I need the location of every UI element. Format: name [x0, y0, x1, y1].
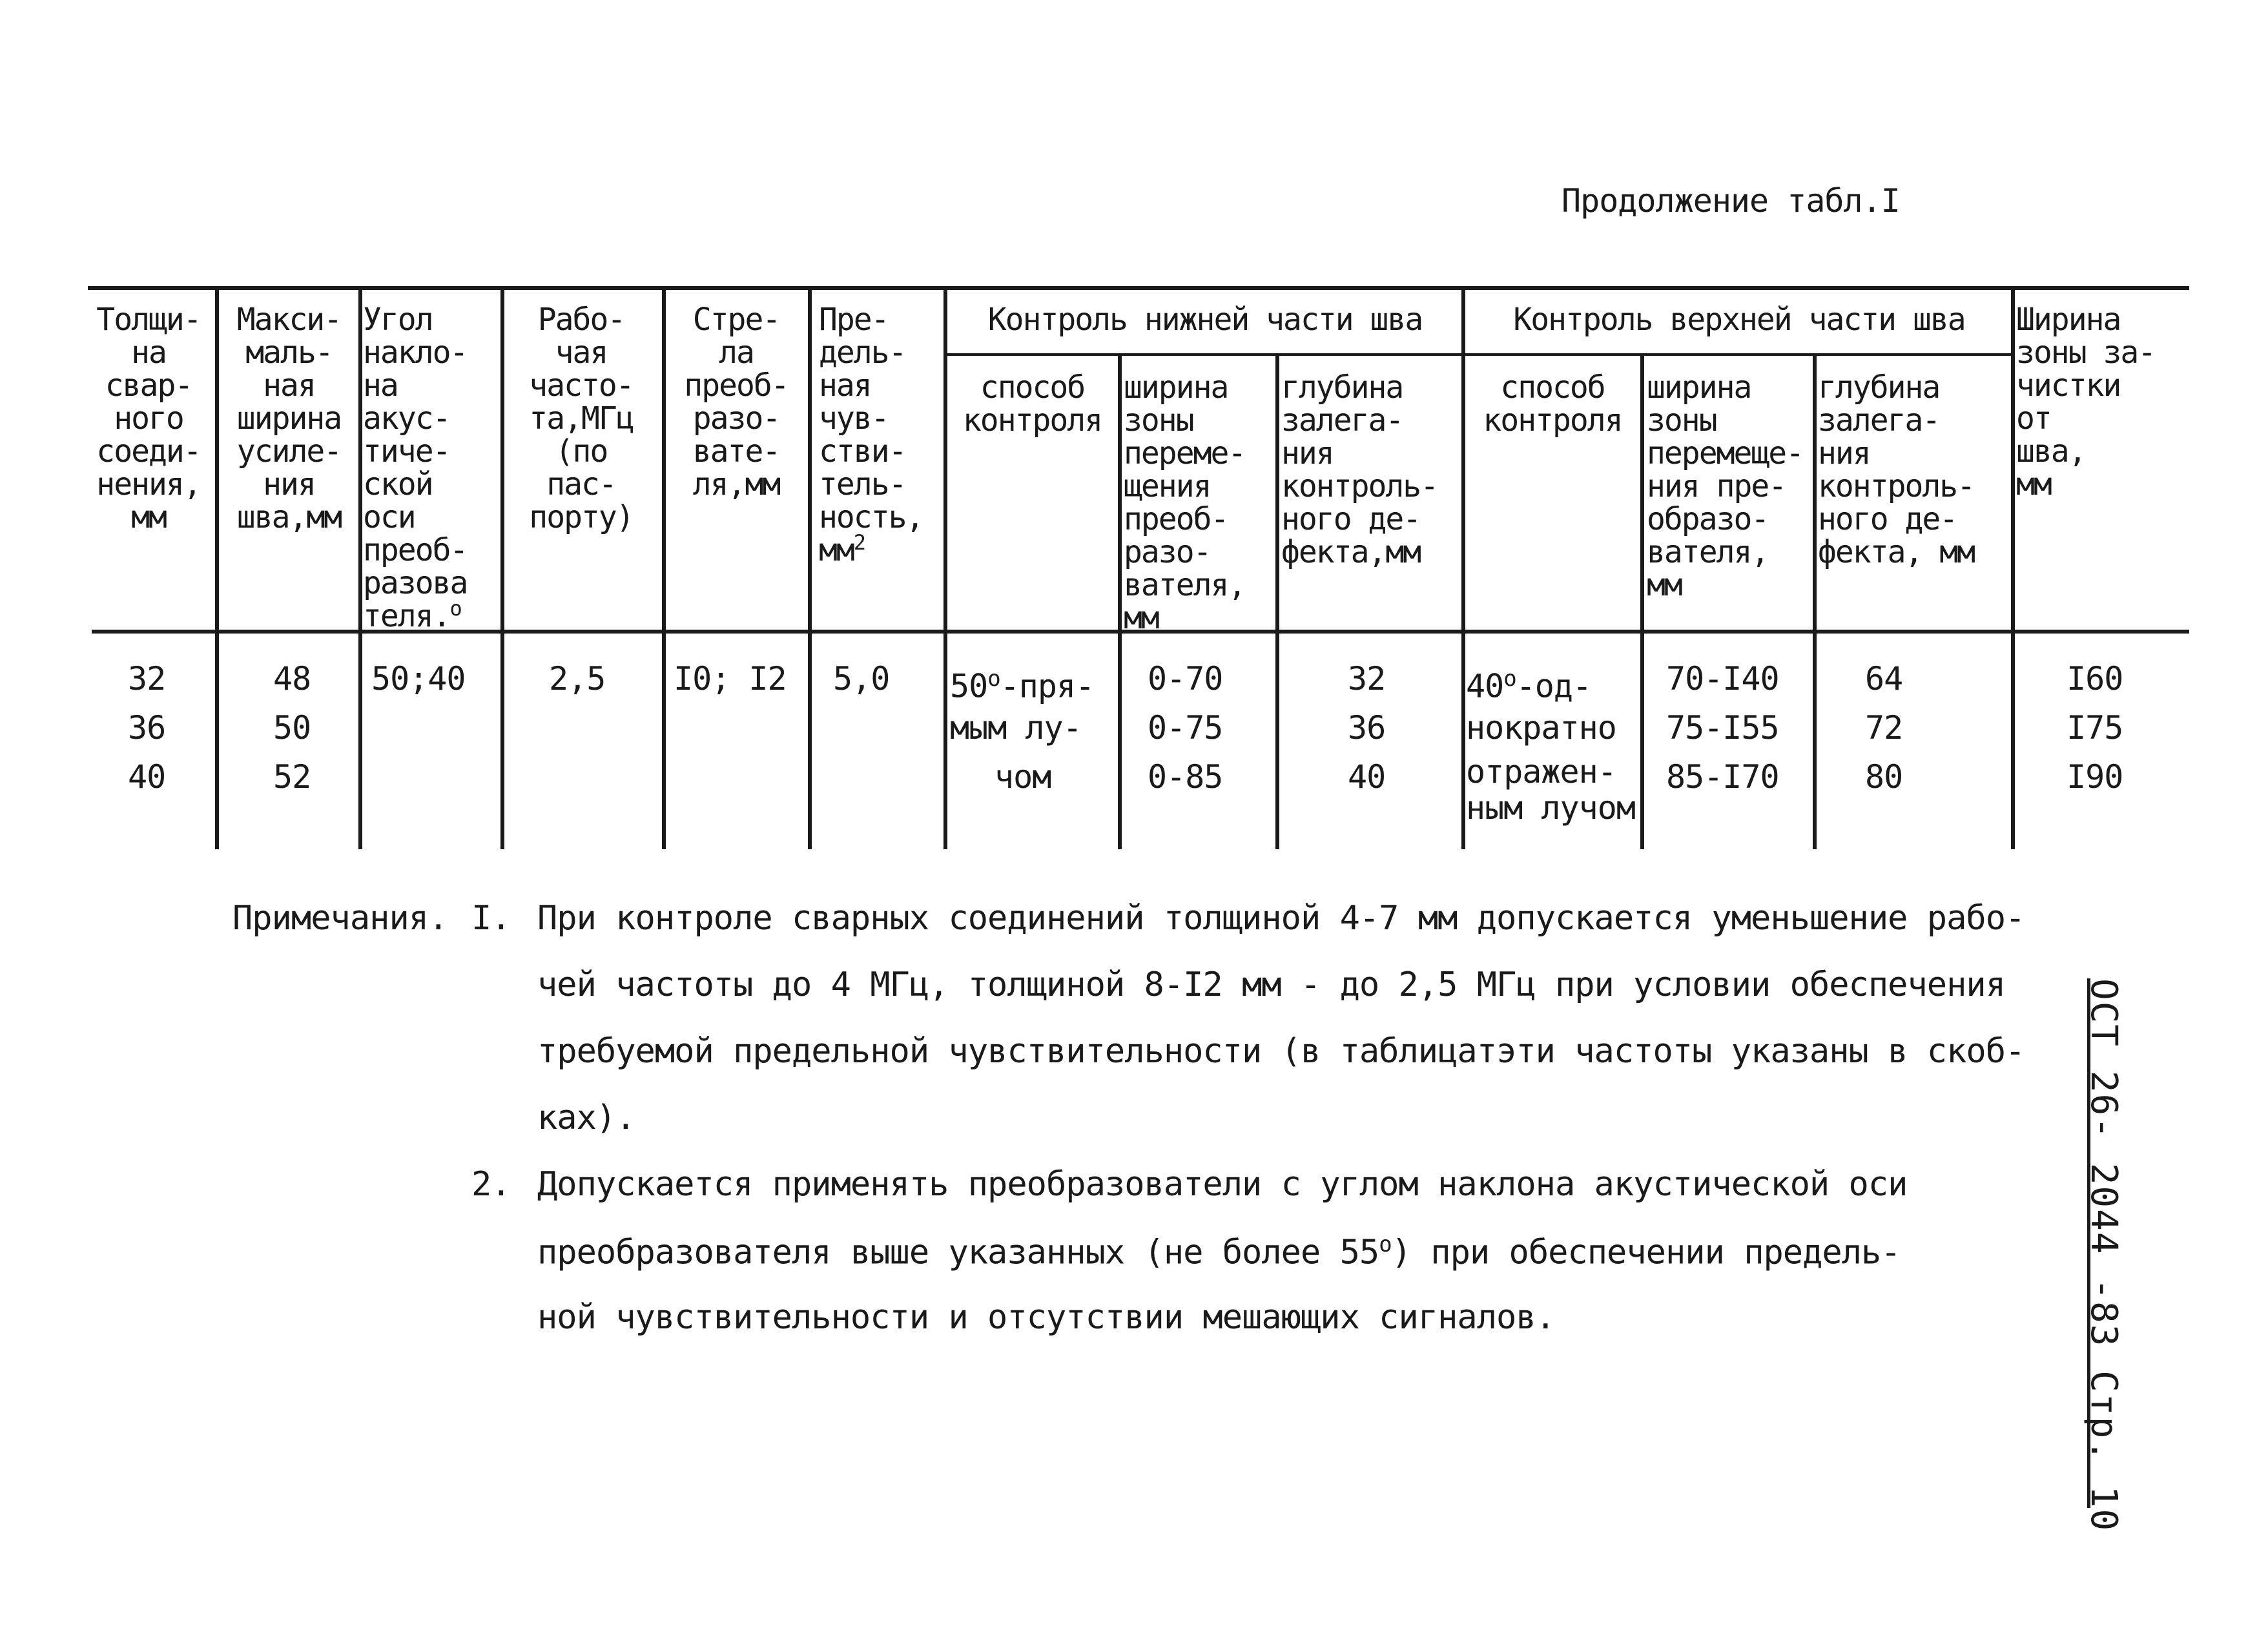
header-lower-method: способ контроля [962, 369, 1102, 438]
cell-thickness-3: 40 [128, 758, 166, 796]
header-thickness: Толщи- на свар- ного соеди- нения, мм [96, 302, 201, 535]
side-stamp-text: ОСТ 26- 2044 -83 Стр. 10 [2083, 978, 2125, 1532]
table-continuation-caption: Продолжение табл.I [1562, 182, 1900, 220]
note-2-line-2: преобразователя выше указанных (не более $55^о$) при обеспечении предель- [537, 1232, 1901, 1272]
cell-lower-zone-3: 0-85 [1148, 758, 1223, 796]
cell-upper-zone-1: 70-I40 [1666, 660, 1779, 697]
cell-lower-zone-2: 0-75 [1148, 709, 1223, 747]
cell-lower-depth-1: 32 [1348, 660, 1386, 697]
cell-upper-method-4: ным лучом [1466, 789, 1635, 827]
cell-angle: 50;40 [371, 660, 466, 697]
header-frequency: Рабо- чая часто- та,МГц (по пас- порту) [529, 302, 634, 535]
col-rule-2 [358, 286, 362, 849]
cell-lower-zone-1: 0-70 [1148, 660, 1223, 697]
cell-upper-method-3: отражен- [1466, 753, 1616, 790]
cell-frequency: 2,5 [549, 660, 606, 697]
cell-lower-depth-2: 36 [1348, 709, 1386, 747]
col-rule-5 [808, 286, 812, 849]
col-rule-7 [1118, 356, 1122, 849]
cell-upper-zone-3: 85-I70 [1666, 758, 1779, 796]
col-rule-8 [1275, 356, 1279, 849]
cell-thickness-1: 32 [128, 660, 166, 697]
cell-lower-method-3: чом [995, 758, 1051, 796]
cell-upper-method-2: нократно [1466, 709, 1616, 747]
cell-upper-zone-2: 75-I55 [1666, 709, 1779, 747]
cell-lower-method-1: $50^о-пря-$ [950, 666, 1095, 705]
header-lower-group: Контроль нижней части шва [987, 302, 1423, 338]
note-1-line-1: При контроле сварных соединений толщиной 4-7 мм допускается уменьшение рабо- [537, 899, 2025, 938]
header-clean-width: Ширина зоны за- чистки от шва, мм [2016, 302, 2156, 502]
header-upper-method: способ контроля [1483, 369, 1622, 438]
cell-upper-method-1: $40^о-од-$ [1466, 666, 1592, 705]
cell-clean-width-3: I90 [2067, 758, 2123, 796]
header-max-width: Макси- маль- ная ширина усиле- ния шва,мм [236, 302, 342, 535]
cell-clean-width-2: I75 [2067, 709, 2123, 747]
header-upper-group: Контроль верхней части шва [1513, 302, 1965, 338]
cell-upper-depth-1: 64 [1865, 660, 1903, 697]
cell-max-width-1: 48 [273, 660, 311, 697]
table-top-rule [88, 286, 2189, 290]
notes-label: Примечания. [232, 899, 448, 938]
cell-upper-depth-3: 80 [1865, 758, 1903, 796]
note-1-line-3: требуемой предельной чувствительности (в таблицатэти частоты указаны в скоб- [537, 1032, 2025, 1071]
note-2-line-3: ной чувствительности и отсутствии мешающих сигналов. [537, 1298, 1555, 1337]
col-rule-10 [1640, 356, 1644, 849]
note-2-number: 2. [471, 1165, 511, 1204]
cell-thickness-2: 36 [128, 709, 166, 747]
header-arrow: Стре- ла преоб- разо- вате- ля,мм [684, 302, 789, 502]
note-1-number: I. [471, 899, 511, 938]
cell-clean-width-1: I60 [2067, 660, 2123, 697]
note-1-line-4: ках). [537, 1098, 635, 1137]
cell-lower-method-2: мым лу- [950, 709, 1082, 747]
header-lower-depth: глубина залега- ния контроль- ного де- фекта,мм [1281, 369, 1438, 570]
cell-max-width-2: 50 [273, 709, 311, 747]
header-sensitivity: Пре- дель- ная чув- стви- тель- ность, $мм^2$ [819, 302, 923, 568]
header-lower-zone: ширина зоны переме- щения преоб- разо- вателя, мм [1124, 369, 1246, 636]
header-upper-depth: глубина залега- ния контроль- ного де- фекта, мм [1818, 369, 1975, 570]
cell-max-width-3: 52 [273, 758, 311, 796]
note-2-line-1: Допускается применять преобразователи с углом наклона акустической оси [537, 1165, 1908, 1204]
cell-arrow: I0; I2 [674, 660, 787, 697]
header-angle: Угол накло- на акус- тиче- ской оси преоб- разова теля.$^о$ [363, 302, 468, 634]
cell-upper-depth-2: 72 [1865, 709, 1903, 747]
header-upper-zone: ширина зоны перемеще- ния пре- образо- вателя, мм [1647, 369, 1804, 603]
side-stamp [2074, 978, 2145, 1532]
group-header-rule [945, 353, 2014, 356]
note-1-line-2: чей частоты до 4 МГц, толщиной 8-I2 мм - до 2,5 МГц при условии обеспечения [537, 965, 2005, 1004]
cell-lower-depth-3: 40 [1348, 758, 1386, 796]
cell-sensitivity: 5,0 [833, 660, 890, 697]
